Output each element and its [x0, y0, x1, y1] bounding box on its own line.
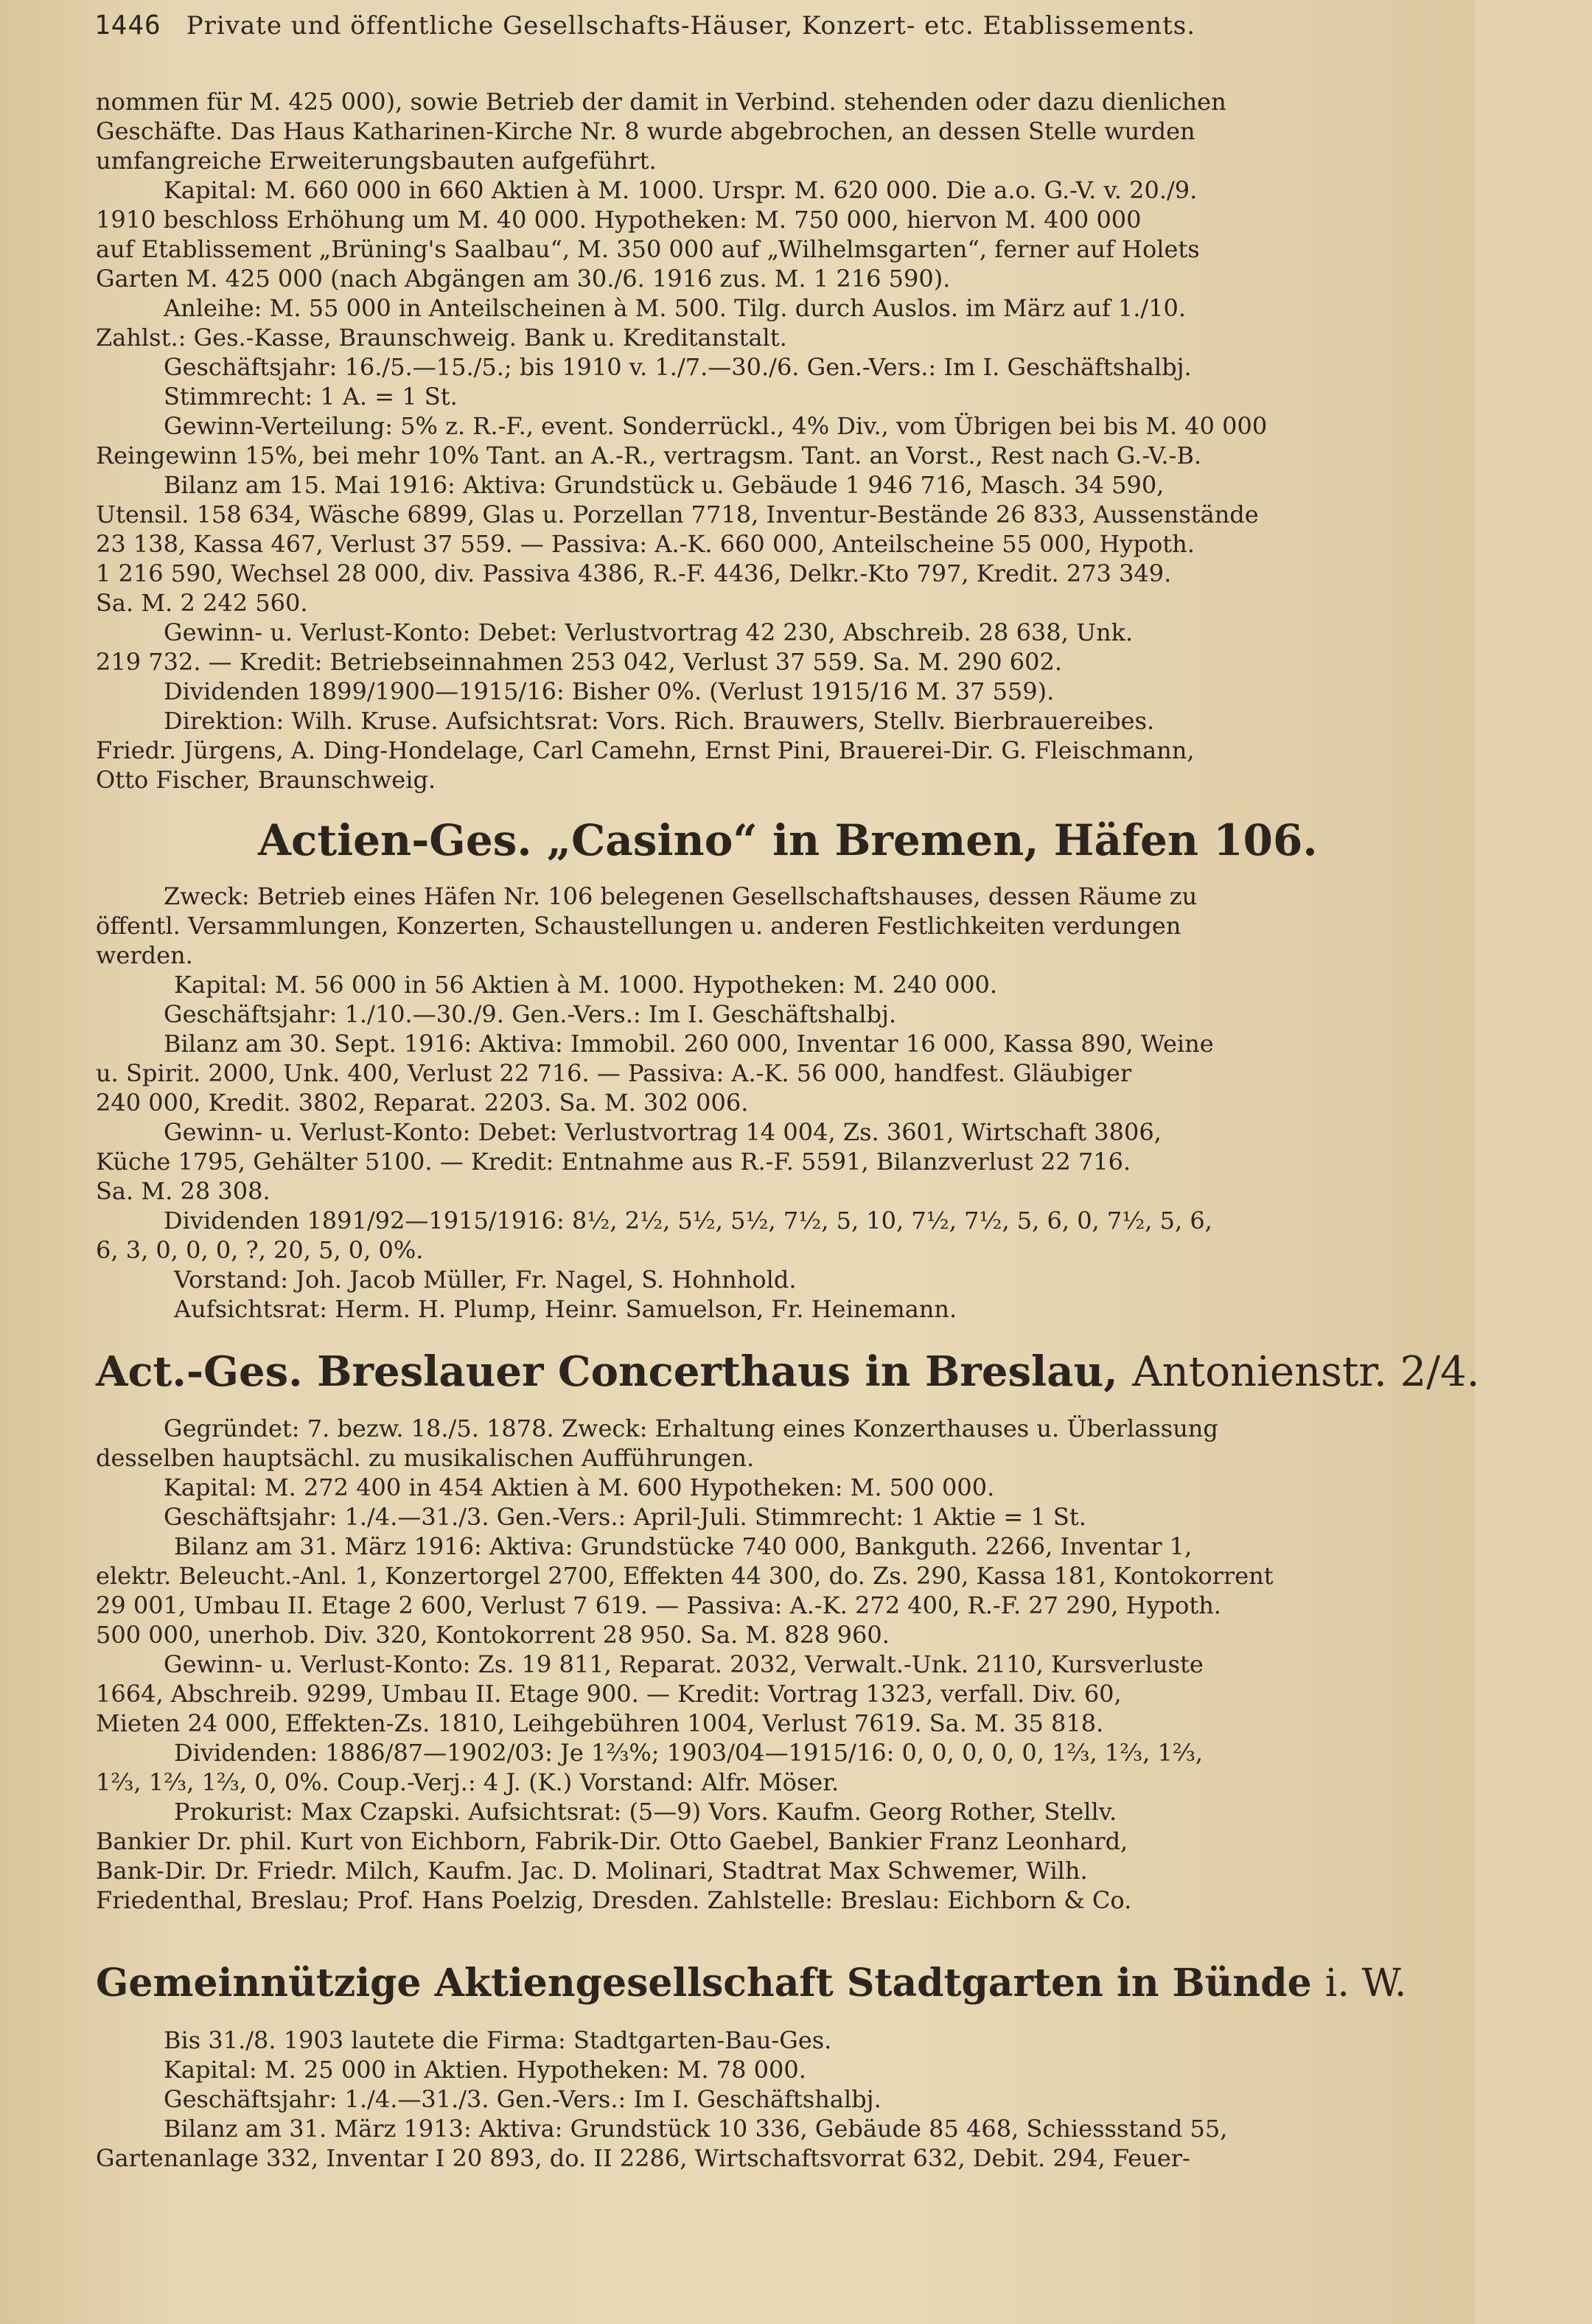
text-line: auf Etablissement „Brüning's Saalbau“, M. 350 000 auf „Wilhelmsgarten“, ferner auf Holets — [96, 235, 1200, 263]
section-title-casino: Actien-Ges. „Casino“ in Bremen, Häfen 106. — [258, 815, 1318, 865]
text-line: Bilanz am 30. Sept. 1916: Aktiva: Immobil. 260 000, Inventar 16 000, Kassa 890, Weine — [164, 1030, 1214, 1058]
section-title-tail: i. W. — [1324, 1961, 1407, 2006]
text-line: Bis 31./8. 1903 lautete die Firma: Stadtgarten-Bau-Ges. — [164, 2026, 832, 2054]
text-line: Kapital: M. 56 000 in 56 Aktien à M. 1000. Hypotheken: M. 240 000. — [174, 971, 998, 999]
text-line: öffentl. Versammlungen, Konzerten, Schaustellungen u. anderen Festlichkeiten verdungen — [96, 912, 1181, 940]
text-line: Gewinn- u. Verlust-Konto: Debet: Verlustvortrag 14 004, Zs. 3601, Wirtschaft 3806, — [164, 1118, 1162, 1146]
text-line: Bilanz am 31. März 1913: Aktiva: Grundstück 10 336, Gebäude 85 468, Schiessstand 55, — [164, 2115, 1228, 2143]
text-line: Dividenden: 1886/87—1902/03: Je 1⅔%; 1903/04—1915/16: 0, 0, 0, 0, 0, 1⅔, 1⅔, 1⅔, — [174, 1739, 1204, 1767]
text-line: Bilanz am 15. Mai 1916: Aktiva: Grundstück u. Gebäude 1 946 716, Masch. 34 590, — [164, 471, 1165, 499]
text-line: Gewinn- u. Verlust-Konto: Zs. 19 811, Reparat. 2032, Verwalt.-Unk. 2110, Kursverluste — [164, 1650, 1204, 1678]
text-line: Geschäftsjahr: 1./4.—31./3. Gen.-Vers.: Im I. Geschäftshalbj. — [164, 2085, 881, 2113]
text-line: 6, 3, 0, 0, 0, ?, 20, 5, 0, 0%. — [96, 1236, 424, 1264]
text-line: 29 001, Umbau II. Etage 2 600, Verlust 7 619. — Passiva: A.-K. 272 400, R.-F. 27 290, Hypoth. — [96, 1591, 1221, 1619]
text-line: Anleihe: M. 55 000 in Anteilscheinen à M. 500. Tilg. durch Auslos. im März auf 1./10. — [164, 294, 1187, 322]
text-line: 1664, Abschreib. 9299, Umbau II. Etage 900. — Kredit: Vortrag 1323, verfall. Div. 60, — [96, 1680, 1122, 1708]
text-line: Geschäftsjahr: 1./4.—31./3. Gen.-Vers.: April-Juli. Stimmrecht: 1 Aktie = 1 St. — [164, 1503, 1086, 1531]
text-line: Aufsichtsrat: Herm. H. Plump, Heinr. Samuelson, Fr. Heinemann. — [174, 1295, 957, 1323]
section-title-buende — [96, 1961, 1430, 2017]
text-line: Sa. M. 28 308. — [96, 1177, 270, 1205]
text-line: Geschäftsjahr: 16./5.—15./5.; bis 1910 v. 1./7.—30./6. Gen.-Vers.: Im I. Geschäftshalbj. — [164, 353, 1192, 381]
text-line: 1⅔, 1⅔, 1⅔, 0, 0%. Coup.-Verj.: 4 J. (K.) Vorstand: Alfr. Möser. — [96, 1768, 839, 1796]
text-line: Gartenanlage 332, Inventar I 20 893, do. II 2286, Wirtschaftsvorrat 632, Debit. 294, Feuer- — [96, 2144, 1190, 2172]
text-line: Otto Fischer, Braunschweig. — [96, 766, 436, 794]
section-title-address: Antonienstr. 2/4. — [1132, 1348, 1480, 1396]
text-line: Geschäfte. Das Haus Katharinen-Kirche Nr. 8 wurde abgebrochen, an dessen Stelle wurden — [96, 117, 1195, 145]
text-line: Gegründet: 7. bezw. 18./5. 1878. Zweck: Erhaltung eines Konzerthauses u. Überlassung — [164, 1414, 1218, 1442]
text-line: nommen für M. 425 000), sowie Betrieb der damit in Verbind. stehenden oder dazu dienlichen — [96, 88, 1226, 116]
text-line: Utensil. 158 634, Wäsche 6899, Glas u. Porzellan 7718, Inventur-Bestände 26 833, Aussenstände — [96, 500, 1259, 528]
text-line: Garten M. 425 000 (nach Abgängen am 30./6. 1916 zus. M. 1 216 590). — [96, 265, 951, 293]
text-line: Bank-Dir. Dr. Friedr. Milch, Kaufm. Jac. D. Molinari, Stadtrat Max Schwemer, Wilh. — [96, 1857, 1088, 1885]
text-line: Kapital: M. 272 400 in 454 Aktien à M. 600 Hypotheken: M. 500 000. — [164, 1473, 995, 1501]
text-line: Küche 1795, Gehälter 5100. — Kredit: Entnahme aus R.-F. 5591, Bilanzverlust 22 716. — [96, 1148, 1131, 1176]
text-line: Friedenthal, Breslau; Prof. Hans Poelzig, Dresden. Zahlstelle: Breslau: Eichborn & Co. — [96, 1886, 1132, 1914]
text-line: Bankier Dr. phil. Kurt von Eichborn, Fabrik-Dir. Otto Gaebel, Bankier Franz Leonhard, — [96, 1827, 1128, 1855]
text-line: Reingewinn 15%, bei mehr 10% Tant. an A.-R., vertragsm. Tant. an Vorst., Rest nach G.-V.-B. — [96, 442, 1201, 470]
text-line: Bilanz am 31. März 1916: Aktiva: Grundstücke 740 000, Bankguth. 2266, Inventar 1, — [174, 1532, 1193, 1560]
text-line: Sa. M. 2 242 560. — [96, 589, 308, 617]
section-title-main: Gemeinnützige Aktiengesellschaft Stadtgarten in Bünde — [96, 1961, 1312, 2006]
text-line: Mieten 24 000, Effekten-Zs. 1810, Leihgebühren 1004, Verlust 7619. Sa. M. 35 818. — [96, 1709, 1104, 1737]
text-line: 240 000, Kredit. 3802, Reparat. 2203. Sa. M. 302 006. — [96, 1089, 749, 1117]
page-number: 1446 — [94, 10, 161, 41]
text-line: desselben hauptsächl. zu musikalischen Aufführungen. — [96, 1444, 755, 1472]
text-line: Kapital: M. 660 000 in 660 Aktien à M. 1000. Urspr. M. 620 000. Die a.o. G.-V. v. 20./9. — [164, 176, 1198, 204]
text-line: umfangreiche Erweiterungsbauten aufgeführt. — [96, 147, 657, 175]
text-line: Stimmrecht: 1 A. = 1 St. — [164, 383, 458, 411]
text-line: Direktion: Wilh. Kruse. Aufsichtsrat: Vors. Rich. Brauwers, Stellv. Bierbrauereibes. — [164, 707, 1155, 735]
text-line: Zahlst.: Ges.-Kasse, Braunschweig. Bank u. Kreditanstalt. — [96, 324, 787, 352]
text-line: Gewinn- u. Verlust-Konto: Debet: Verlustvortrag 42 230, Abschreib. 28 638, Unk. — [164, 618, 1134, 646]
text-line: Gewinn-Verteilung: 5% z. R.-F., event. Sonderrückl., 4% Div., vom Übrigen bei bis M. 40 000 — [164, 412, 1268, 440]
section-title-main: Act.-Ges. Breslauer Concerthaus in Breslau, — [96, 1347, 1118, 1396]
text-line: Dividenden 1899/1900—1915/16: Bisher 0%. (Verlust 1915/16 M. 37 559). — [164, 677, 1055, 705]
text-line: werden. — [96, 941, 193, 969]
text-line: 500 000, unerhob. Div. 320, Kontokorrent 28 950. Sa. M. 828 960. — [96, 1621, 890, 1649]
text-line: 1 216 590, Wechsel 28 000, div. Passiva 4386, R.-F. 4436, Delkr.-Kto 797, Kredit. 273 349. — [96, 559, 1172, 587]
text-line: u. Spirit. 2000, Unk. 400, Verlust 22 716. — Passiva: A.-K. 56 000, handfest. Gläubiger — [96, 1059, 1132, 1087]
text-line: 219 732. — Kredit: Betriebseinnahmen 253 042, Verlust 37 559. Sa. M. 290 602. — [96, 648, 1062, 676]
text-line: 1910 beschloss Erhöhung um M. 40 000. Hypotheken: M. 750 000, hiervon M. 400 000 — [96, 206, 1142, 234]
running-header — [94, 10, 1421, 43]
text-line: elektr. Beleucht.-Anl. 1, Konzertorgel 2700, Effekten 44 300, do. Zs. 290, Kassa 181, Kontokorrent — [96, 1562, 1274, 1590]
text-line: Prokurist: Max Czapski. Aufsichtsrat: (5—9) Vors. Kaufm. Georg Rother, Stellv. — [174, 1798, 1117, 1826]
text-line: Zweck: Betrieb eines Häfen Nr. 106 belegenen Gesellschaftshauses, dessen Räume zu — [164, 882, 1198, 910]
text-line: Friedr. Jürgens, A. Ding-Hondelage, Carl Camehn, Ernst Pini, Brauerei-Dir. G. Fleischmann, — [96, 736, 1195, 764]
running-title: Private und öffentliche Gesellschafts-Häuser, Konzert- etc. Etablissements. — [186, 11, 1196, 41]
text-line: Geschäftsjahr: 1./10.—30./9. Gen.-Vers.: Im I. Geschäftshalbj. — [164, 1000, 897, 1028]
text-line: Dividenden 1891/92—1915/1916: 8½, 2½, 5½, 5½, 7½, 5, 10, 7½, 7½, 5, 6, 0, 7½, 5, 6, — [164, 1207, 1212, 1235]
text-line: Vorstand: Joh. Jacob Müller, Fr. Nagel, S. Hohnhold. — [174, 1266, 797, 1294]
section-title-breslau — [96, 1347, 1480, 1406]
text-line: Kapital: M. 25 000 in Aktien. Hypotheken: M. 78 000. — [164, 2056, 806, 2084]
text-line: 23 138, Kassa 467, Verlust 37 559. — Passiva: A.-K. 660 000, Anteilscheine 55 000, Hypoth. — [96, 530, 1195, 558]
